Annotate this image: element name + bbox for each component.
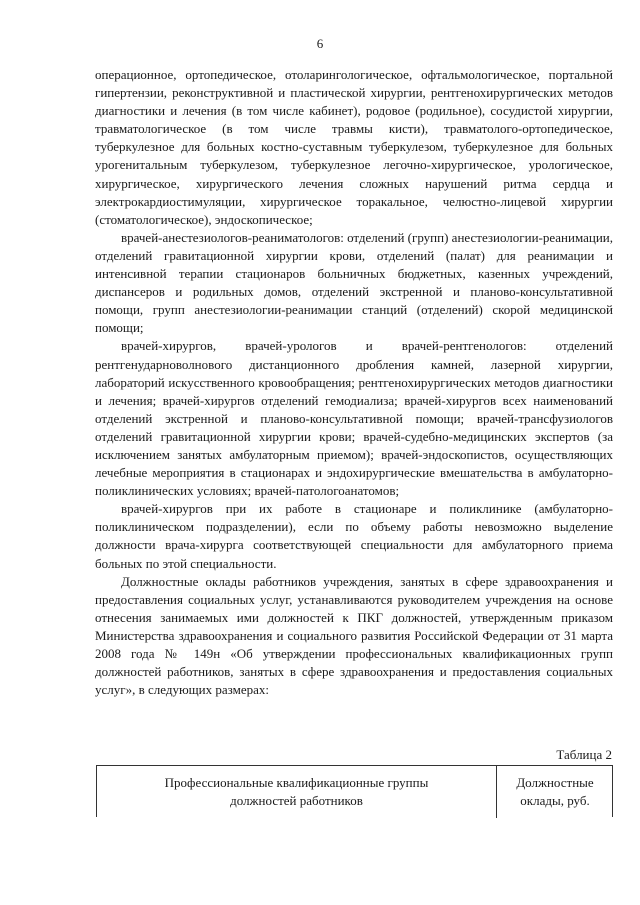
table-header-salaries: Должностные оклады, руб. <box>516 775 594 808</box>
paragraph: врачей-анестезиологов-реаниматологов: отделений (групп) анестезиологии-реанимации, отделений гравитационной хирургии крови, отделений (палат) для реанимации и интенсивной терапии стационаров больничных бюджетных, казенных учреждений, диспансеров и родильных домов, отделений экстренной и планово-консультативной помощи, групп анестезиологии-реанимации станций (отделений) скорой медицинской помощи; <box>95 229 613 336</box>
paragraph: врачей-хирургов, врачей-урологов и врачей-рентгенологов: отделений рентгенударноволнового дистанционного дробления камней, лазерной хирургии, лабораторий искусственного кровообращения; рентгенохирургических методов диагностики и лечения; врачей-хирургов отделений гемодиализа; врачей-хирургов всех наименований отделений экстренной и планово-консультативной помощи; врачей-трансфузиологов отделений гравитационной хирургии крови; врачей-судебно-медицинских экспертов (за исключением занятых амбулаторным приемом); врачей-эндоскопистов, осуществляющих лечебные мероприятия в стационарах и эндохирургические вмешательства в амбулаторно-поликлинических условиях; врачей-патологоанатомов; <box>95 338 613 499</box>
table-caption: Таблица 2 <box>556 747 612 762</box>
salary-table <box>96 765 613 817</box>
page-number: 6 <box>316 36 324 51</box>
table-header-groups: Профессиональные квалификационные группы должностей работников <box>97 766 497 818</box>
paragraph: операционное, ортопедическое, отоларингологическое, офтальмологическое, портальной гипертензии, реконструктивной и пластической хирургии, рентгенохирургических методов диагностики и лечения (в том числе кабинет), родовое (родильное), сосудистой хирургии, травматологическое (в том числе травмы кисти), травматолого-ортопедическое, туберкулезное для больных костно-суставным туберкулезом, туберкулезное для больных урогенитальным туберкулезом, туберкулезное легочно-хирургическое, урологическое, хирургическое, хирургического лечения сложных нарушений ритма сердца и электрокардиостимуляции, хирургическое торакальное, челюстно-лицевой хирургии (стоматологическое), эндоскопическое; <box>95 67 613 227</box>
document-body <box>95 66 613 699</box>
paragraph: Должностные оклады работников учреждения, занятых в сфере здравоохранения и предоставления социальных услуг, устанавливаются руководителем учреждения на основе отнесения занимаемых ими должностей к ПКГ должностей, утвержденным приказом Министерства здравоохранения и социального развития Российской Федерации от 31 марта 2008 года № 149н «Об утверждении профессиональных квалификационных групп должностей работников, занятых в сфере здравоохранения и предоставления социальных услуг», в следующих размерах: <box>95 573 613 698</box>
paragraph: врачей-хирургов при их работе в стационаре и поликлинике (амбулаторно-поликлиническом подразделении), если по объему работы невозможно выделение должности врача-хирурга соответствующей специальности для амбулаторного приема больных по этой специальности. <box>95 501 613 571</box>
